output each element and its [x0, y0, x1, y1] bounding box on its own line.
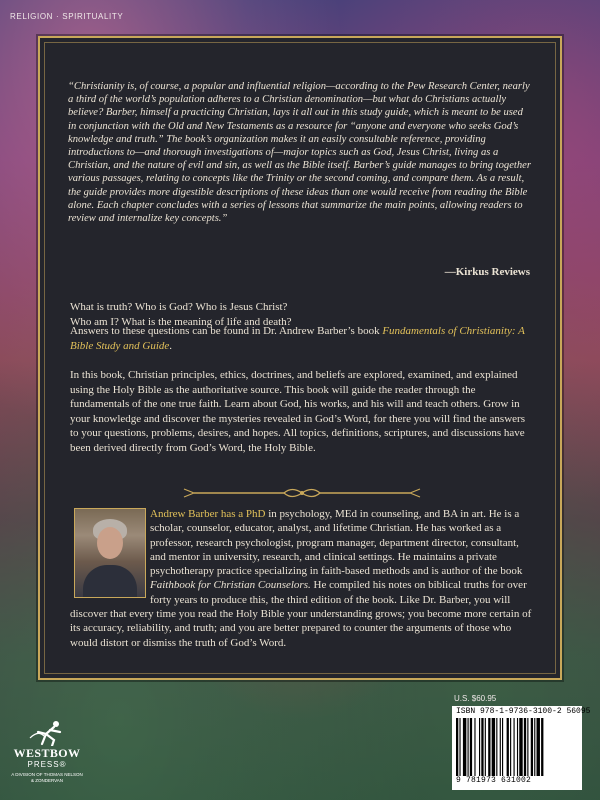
book-title: Fundamentals of Christianity: A Bible Study and Guide: [70, 325, 525, 352]
category-religion: RELIGION: [10, 12, 54, 21]
reviewer-credit: —Kirkus Reviews: [444, 266, 530, 278]
category-label: [10, 12, 123, 21]
isbn-addon: 56095: [566, 707, 591, 716]
questions-line-2: Who am I? What is the meaning of life and death?: [70, 315, 292, 328]
publisher-logo: [10, 720, 84, 792]
back-cover-panel: [38, 36, 562, 680]
publisher-press: PRESS®: [27, 760, 67, 769]
answers-lead: Answers to these questions can be found in Dr. Andrew Barber’s book: [70, 325, 383, 337]
bio-name: Andrew Barber has a PhD: [150, 508, 266, 520]
bio-part-1: in psychology, MEd in counseling, and BA in art. He is a scholar, counselor, educator, analyst, and lifetime Christian. He has worked as a professor, research psychologist, program manager, department director, consultant, and mentor in university, research, and clinical settings. He maintains a private psychotherapy practice specializing in faith-based methods and is author of the book: [150, 508, 523, 578]
isbn-label: [456, 707, 590, 716]
barcode-icon: [452, 706, 591, 790]
answers-end: .: [169, 339, 173, 352]
isbn-digits: 9 781973 631002: [456, 776, 532, 785]
isbn-number: ISBN 978-1-9736-3100-2: [456, 707, 562, 716]
questions-line-1: What is truth? Who is God? Who is Jesus Christ?: [70, 301, 288, 313]
author-bio: [70, 507, 536, 650]
westbow-runner-icon: [28, 720, 68, 746]
bio-photo-spacer: [70, 507, 150, 599]
ornament-divider-icon: [180, 486, 424, 500]
category-separator: ·: [56, 12, 60, 21]
description-paragraph: In this book, Christian principles, ethics, doctrines, and beliefs are explored, examined, and explained using the Holy Bible as the authoritative source. This book will guide the reader through the fundamentals of the one true faith. Learn about God, his works, and his will and teach others. Grow in your knowledge and discover the mysteries revealed in God’s Word, for there you will find the answers to your questions, problems, desires, and hopes. All topics, definitions, scriptures, and discussions have been derived directly from God’s Word, the Holy Bible.: [70, 369, 525, 454]
bio-part-2: He compiled his notes on biblical truths for over forty years to produce this, the third edition of the book. Like Dr. Barber, you will discover that every time you read the Holy Bible your understanding grows; you become more certain of its accuracy, reliability, and truth; and you are better prepared to counter the arguments of those who would distort or dismiss the truth of God’s Word.: [70, 579, 532, 649]
answers-paragraph: [70, 324, 530, 353]
publisher-name: WESTBOW: [13, 746, 81, 760]
review-quote: “Christianity is, of course, a popular and influential religion—according to the Pew Research Center, nearly a third of the world’s population adheres to a Christian denomination—but what do Christians actually believe? Barber, himself a practicing Christian, lays it all out in this study guide, which is meant to be used in conjunction with the Old and New Testaments as a resource for “anyone and everyone who seeks God’s knowledge and truth.” The book’s organization makes it an easily consultable reference, providing introductions to—and thorough investigations of—major topics such as God, Jesus Christ, living as a Christian, and the nature of evil and sin, as well as the Bible itself. Barber’s guide manages to bring together various passages, relating to concepts like the Trinity or the second coming, and compare them. As a result, the guide provides more digestible descriptions of these ideas than one would receive from reading the Bible alone. Each chapter concludes with a series of lessons that summarize the main points, allowing readers to review and internalize key concepts.”: [68, 81, 531, 225]
bio-book-title: Faithbook for Christian Counselors.: [150, 579, 311, 592]
price-label: U.S. $60.95: [454, 694, 497, 703]
category-spirituality: SPIRITUALITY: [62, 12, 124, 21]
publisher-subtitle: A DIVISION OF THOMAS NELSON & ZONDERVAN: [11, 772, 83, 783]
barcode-bars: [456, 718, 576, 776]
